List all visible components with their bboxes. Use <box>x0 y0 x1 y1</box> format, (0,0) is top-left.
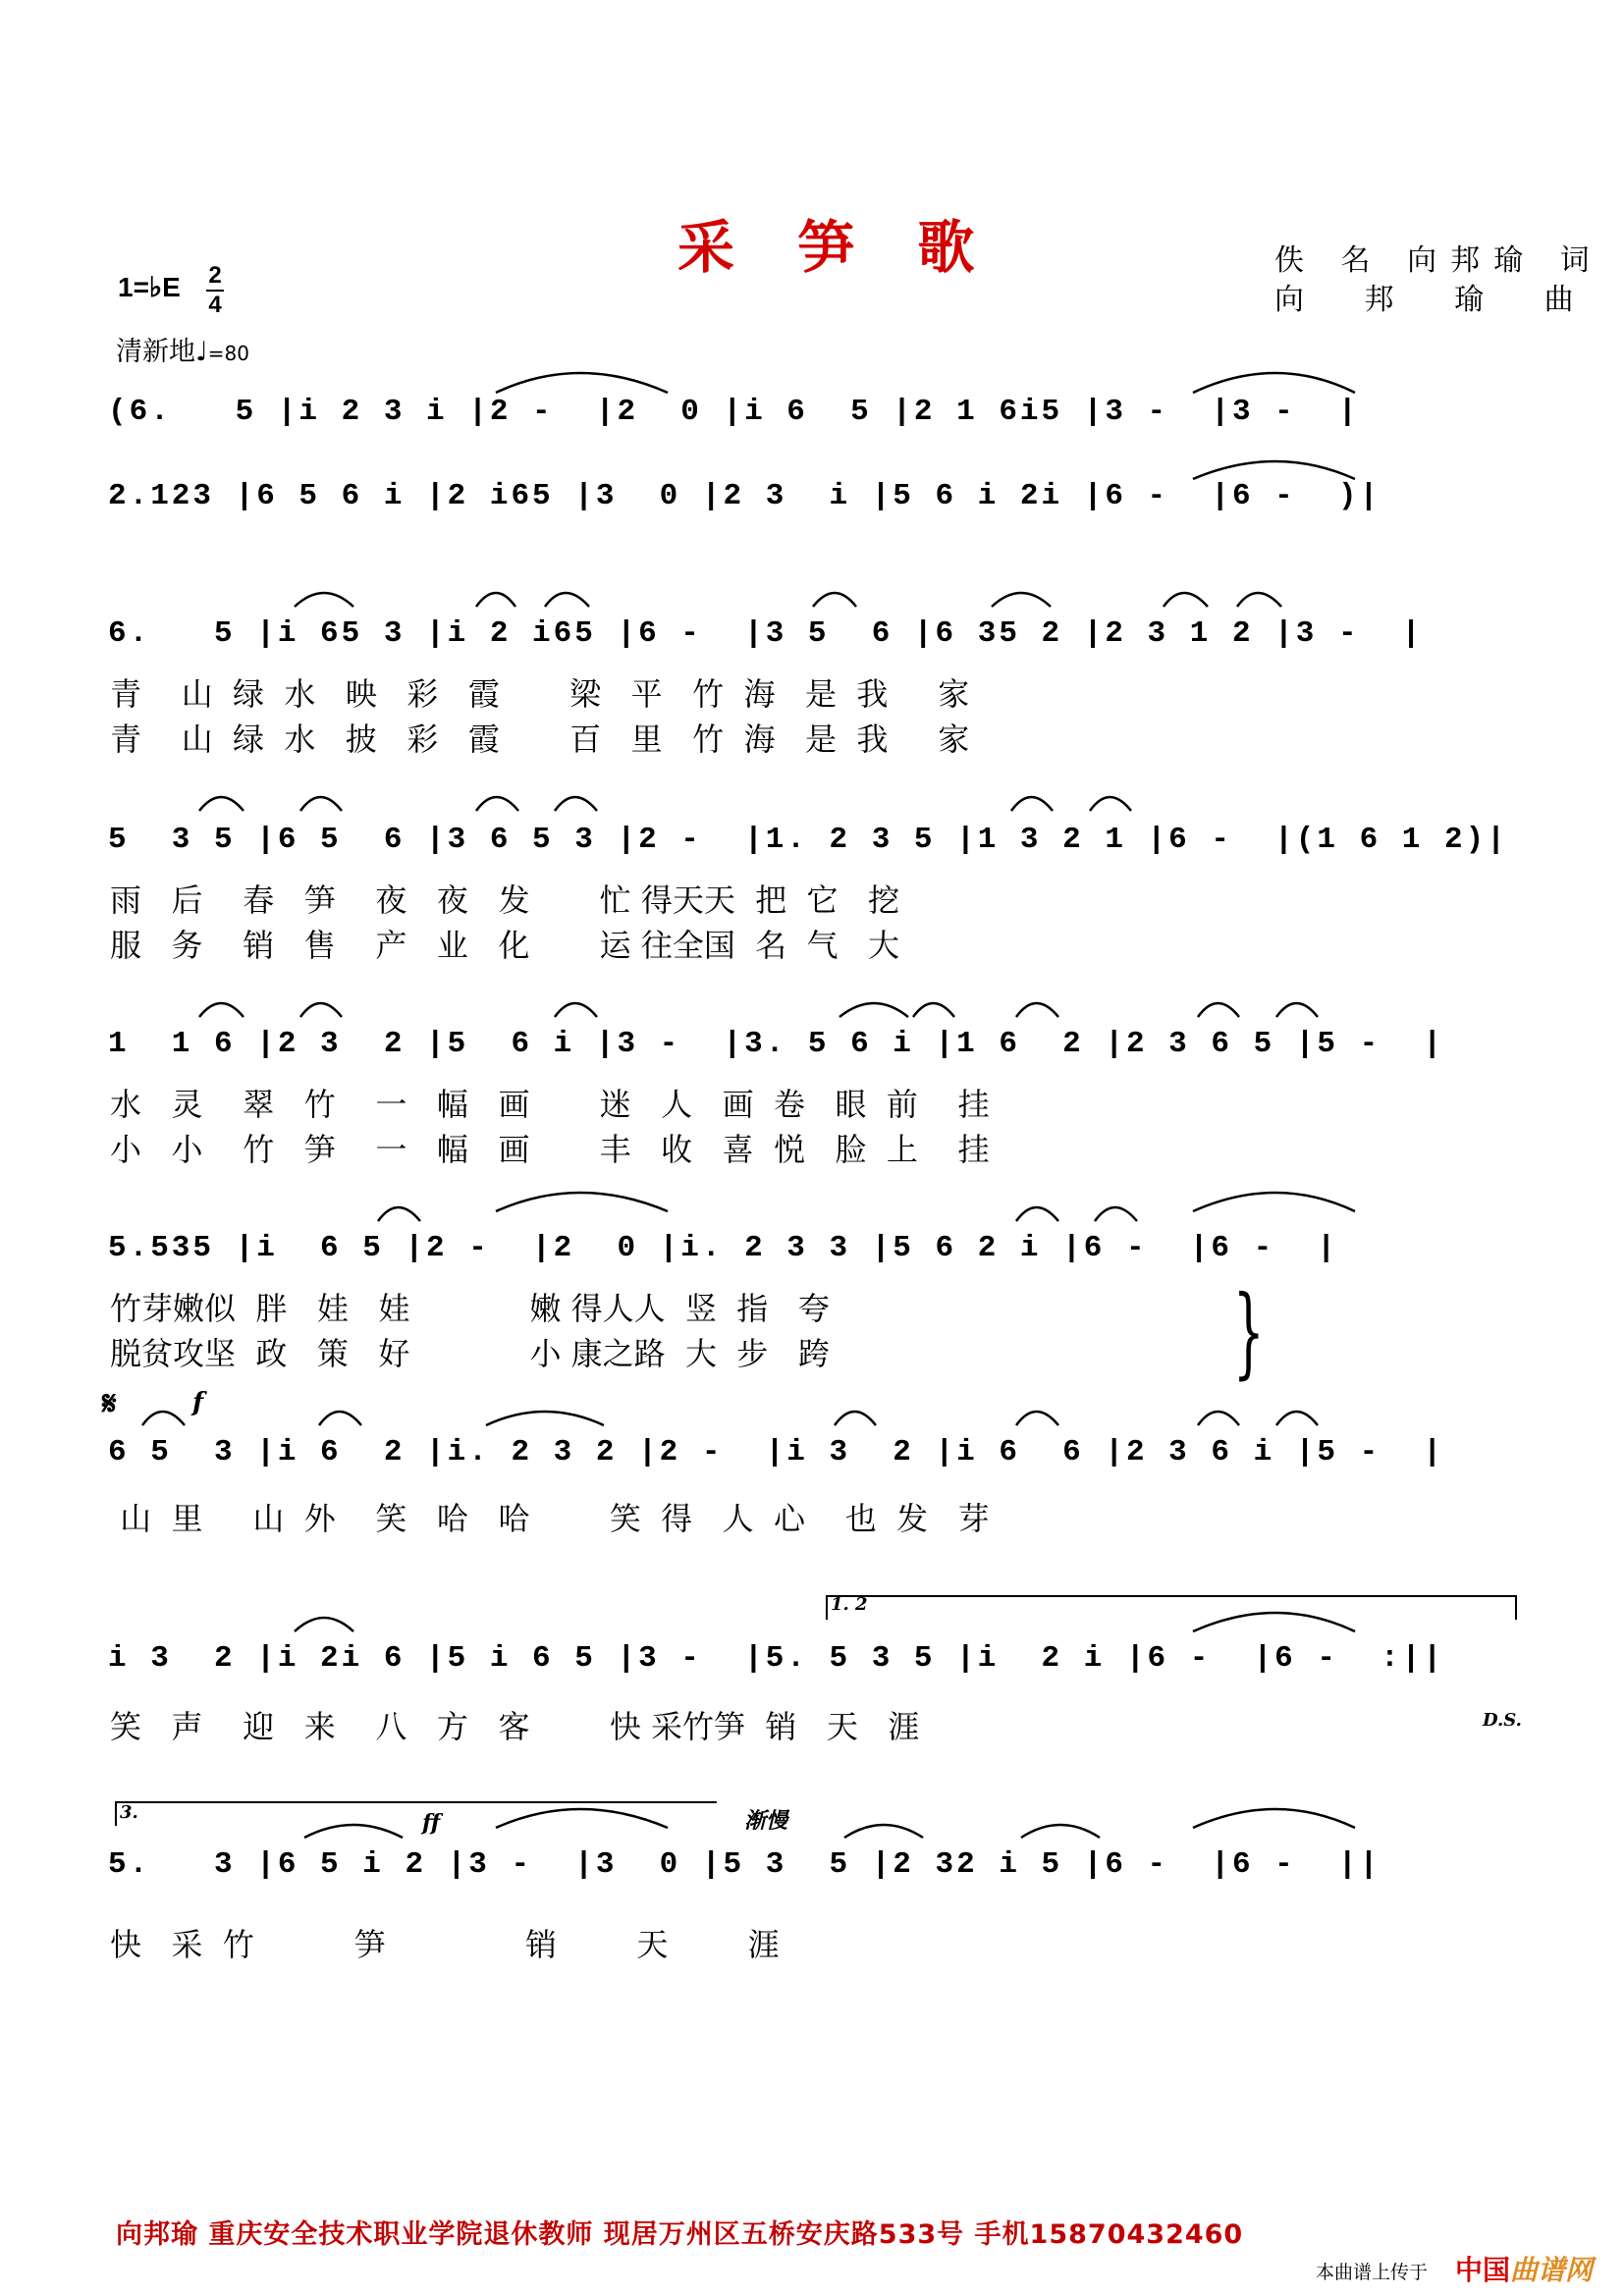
lyrics-line-6b: 脱贫攻坚 政 策 好 小 康之路 大 步 跨 <box>110 1335 830 1372</box>
brace-icon: } <box>1232 1274 1265 1389</box>
dynamic-forte: f <box>192 1388 204 1417</box>
lyricist-credit: 佚 名 向邦瑜 词 <box>1274 243 1603 278</box>
volta-3-label: 3. <box>120 1802 138 1823</box>
notes: 6 5 3 |i 6 2 |i. 2 3 2 |2 - |i 3 2 |i 6 6 |2 3 6 i |5 - | <box>108 1435 1444 1469</box>
tempo-marking <box>116 330 249 368</box>
dynamic-fortissimo: ff <box>422 1810 441 1836</box>
lyrics-line-3b: 青 山 绿 水 披 彩 霞 百 里 竹 海 是 我 家 <box>110 721 970 758</box>
lyrics-line-4b: 服 务 销 售 产 业 化 运 往全国 名 气 大 <box>110 927 900 964</box>
lyrics-line-8: 笑 声 迎 来 八 方 客 快 采竹笋 销 天 涯 <box>110 1708 920 1745</box>
notes: (6. 5 |i 2 3 i |2 - |2 0 |i 6 5 |2 1 6i5 |3 - |3 - | <box>108 395 1360 429</box>
notes: 5 3 5 |6 5 6 |3 6 5 3 |2 - |1. 2 3 5 |1 3 2 1 |6 - |(1 6 1 2)| <box>108 823 1508 857</box>
key-signature: 1=♭E <box>118 272 181 302</box>
lyrics-line-9: 快 采 竹 笋 销 天 涯 <box>110 1926 780 1963</box>
time-signature <box>206 263 224 318</box>
segno-icon: 𝄋 <box>102 1384 117 1423</box>
tempo-change-mark: 渐慢 <box>744 1808 788 1834</box>
notes: 6. 5 |i 65 3 |i 2 i65 |6 - |3 5 6 |6 35 2 |2 3 1 2 |3 - | <box>108 616 1424 651</box>
volta-1-2-label: 1. 2 <box>831 1594 868 1615</box>
lyrics-line-7: 山 里 山 外 笑 哈 哈 笑 得 人 心 也 发 芽 <box>110 1500 990 1537</box>
time-signature-top: 2 <box>208 262 222 289</box>
lyrics-line-5b: 小 小 竹 笋 一 幅 画 丰 收 喜 悦 脸 上 挂 <box>110 1131 990 1168</box>
lyrics-line-3a: 青 山 绿 水 映 彩 霞 梁 平 竹 海 是 我 家 <box>110 675 970 713</box>
staff-line-9 <box>108 1847 1522 1916</box>
upload-note: 本曲谱上传于 <box>1316 2262 1429 2283</box>
composer-credit: 向 邦 瑜 曲 <box>1274 283 1599 317</box>
tempo-mood: 清新地 <box>116 337 195 367</box>
quarter-note-icon: ♩ <box>195 337 208 367</box>
lyrics-line-6a: 竹芽嫩似 胖 娃 娃 嫩 得人人 竖 指 夸 <box>110 1290 830 1327</box>
lyrics-line-5a: 水 灵 翠 竹 一 幅 画 迷 人 画 卷 眼 前 挂 <box>110 1086 990 1123</box>
logo-part-1: 中国 <box>1455 2254 1511 2286</box>
notes: 1 1 6 |2 3 2 |5 6 i |3 - |3. 5 6 i |1 6 2 |2 3 6 5 |5 - | <box>108 1027 1444 1061</box>
tempo-bpm: =80 <box>207 342 249 365</box>
lyrics-line-4a: 雨 后 春 笋 夜 夜 发 忙 得天天 把 它 挖 <box>110 881 900 919</box>
author-contact-footer: 向邦瑜 重庆安全技术职业学院退休教师 现居万州区五桥安庆路533号 手机15870432460 <box>116 2219 1244 2250</box>
staff-line-1 <box>108 395 1522 463</box>
dal-segno-mark: D.S. <box>1483 1710 1522 1731</box>
notes: 2.123 |6 5 6 i |2 i65 |3 0 |2 3 i |5 6 i 2i |6 - |6 - )| <box>108 479 1381 513</box>
notes: 5. 3 |6 5 i 2 |3 - |3 0 |5 3 5 |2 32 i 5 |6 - |6 - || <box>108 1847 1381 1882</box>
notes: 5.535 |i 6 5 |2 - |2 0 |i. 2 3 3 |5 6 2 i |6 - |6 - | <box>108 1231 1338 1265</box>
notes: i 3 2 |i 2i 6 |5 i 6 5 |3 - |5. 5 3 5 |i 2 i |6 - |6 - :|| <box>108 1641 1444 1676</box>
time-signature-bottom: 4 <box>208 292 222 318</box>
logo-part-2: 曲谱网 <box>1510 2254 1594 2286</box>
staff-line-2 <box>108 479 1522 548</box>
song-title: 采 笋 歌 <box>677 214 997 281</box>
staff-line-8 <box>108 1641 1522 1710</box>
site-logo <box>1455 2249 1593 2288</box>
